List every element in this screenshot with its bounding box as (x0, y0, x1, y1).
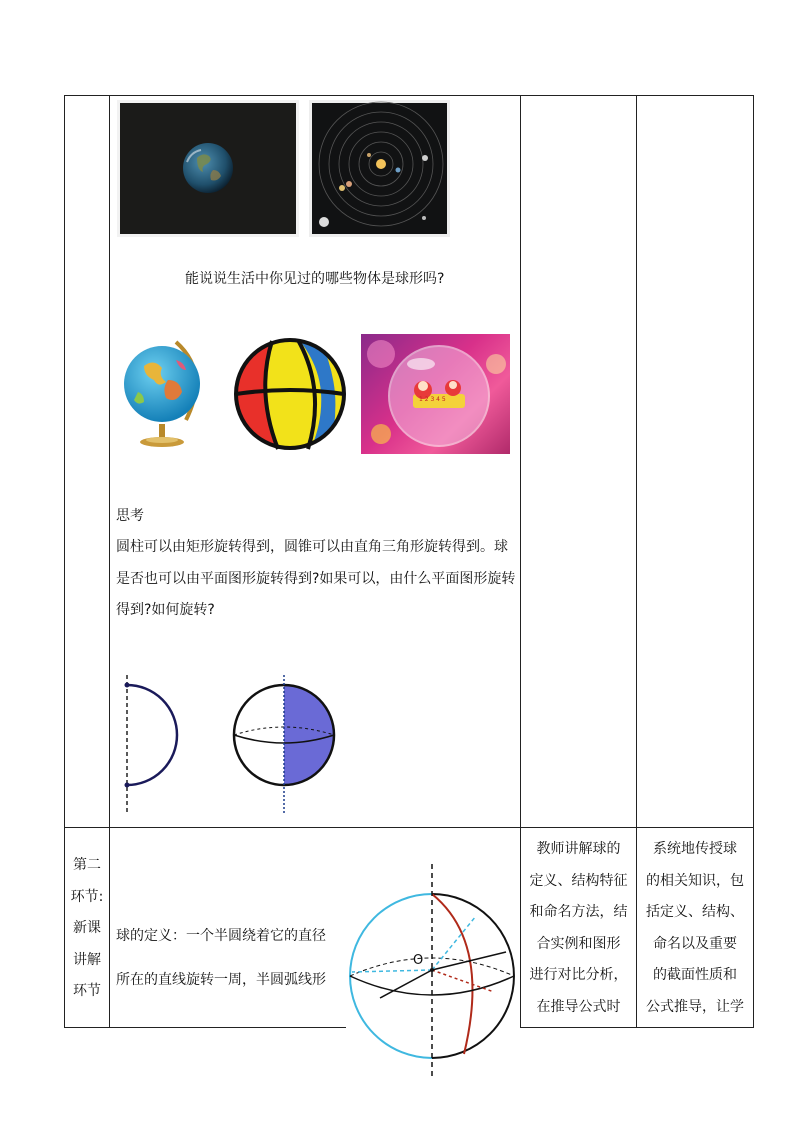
design-intent-cell (637, 834, 753, 1023)
teacher-activity-cell (521, 834, 636, 1023)
rotation-sphere-diagram (230, 675, 340, 815)
globe-image (118, 336, 214, 454)
design-intent-line-2: 的相关知识，包 (646, 872, 744, 889)
stage-label (65, 850, 109, 1008)
teacher-activity-line-2: 定义、结构特征 (529, 872, 628, 889)
teacher-activity-line-3: 和命名方法，结 (529, 904, 628, 920)
sphere-definition-diagram (346, 862, 522, 1078)
design-intent-line-4: 命名以及重要 (653, 935, 737, 952)
solar-system-image (309, 100, 450, 237)
think-line-1: 圆柱可以由矩形旋转得到，圆锥可以由直角三角形旋转得到。球 (116, 539, 508, 555)
think-line-3: 得到?如何旋转? (116, 602, 215, 618)
teacher-activity-line-5: 进行对比分析， (529, 967, 628, 983)
stage-label-line-3: 新课 (73, 920, 101, 936)
teacher-activity-line-1: 教师讲解球的 (536, 841, 621, 857)
semicircle-diagram (118, 675, 182, 815)
think-title: 思考 (116, 508, 144, 524)
definition-line-2: 所在的直线旋转一周，半圆弧线形 (116, 972, 326, 988)
question-text: 能说说生活中你见过的哪些物体是球形吗? (185, 271, 445, 287)
definition-line-1: 球的定义：一个半圆绕着它的直径 (116, 928, 326, 944)
table-bottom-border-right (520, 1027, 754, 1028)
earth-image (117, 100, 299, 237)
teacher-activity-line-6: 在推导公式时 (536, 998, 621, 1015)
design-intent-line-3: 括定义、结构、 (646, 904, 744, 920)
crystal-ball-image (361, 334, 510, 454)
design-intent-line-5: 的截面性质和 (653, 967, 737, 983)
stage-label-line-1: 第二 (73, 857, 101, 873)
stage-label-line-4: 讲解 (73, 951, 101, 968)
col-line-5 (753, 95, 754, 1028)
table-top-border (64, 95, 754, 96)
design-intent-line-1: 系统地传授球 (653, 841, 737, 857)
stage-label-line-5: 环节 (73, 983, 101, 999)
basketball-image (232, 336, 349, 453)
think-line-2: 是否也可以由平面图形旋转得到?如果可以，由什么平面图形旋转 (116, 571, 516, 587)
stage-label-line-2: 环节: (70, 888, 104, 905)
table-bottom-border (64, 1027, 346, 1028)
teacher-activity-line-4: 合实例和图形 (536, 935, 621, 952)
sphere-center-label: O (413, 953, 424, 968)
design-intent-line-6: 公式推导，让学 (646, 998, 744, 1015)
col-line-2 (109, 95, 110, 1028)
row-divider (64, 827, 754, 828)
crystal-ball-label: 1 2 3 4 5 (419, 396, 446, 403)
